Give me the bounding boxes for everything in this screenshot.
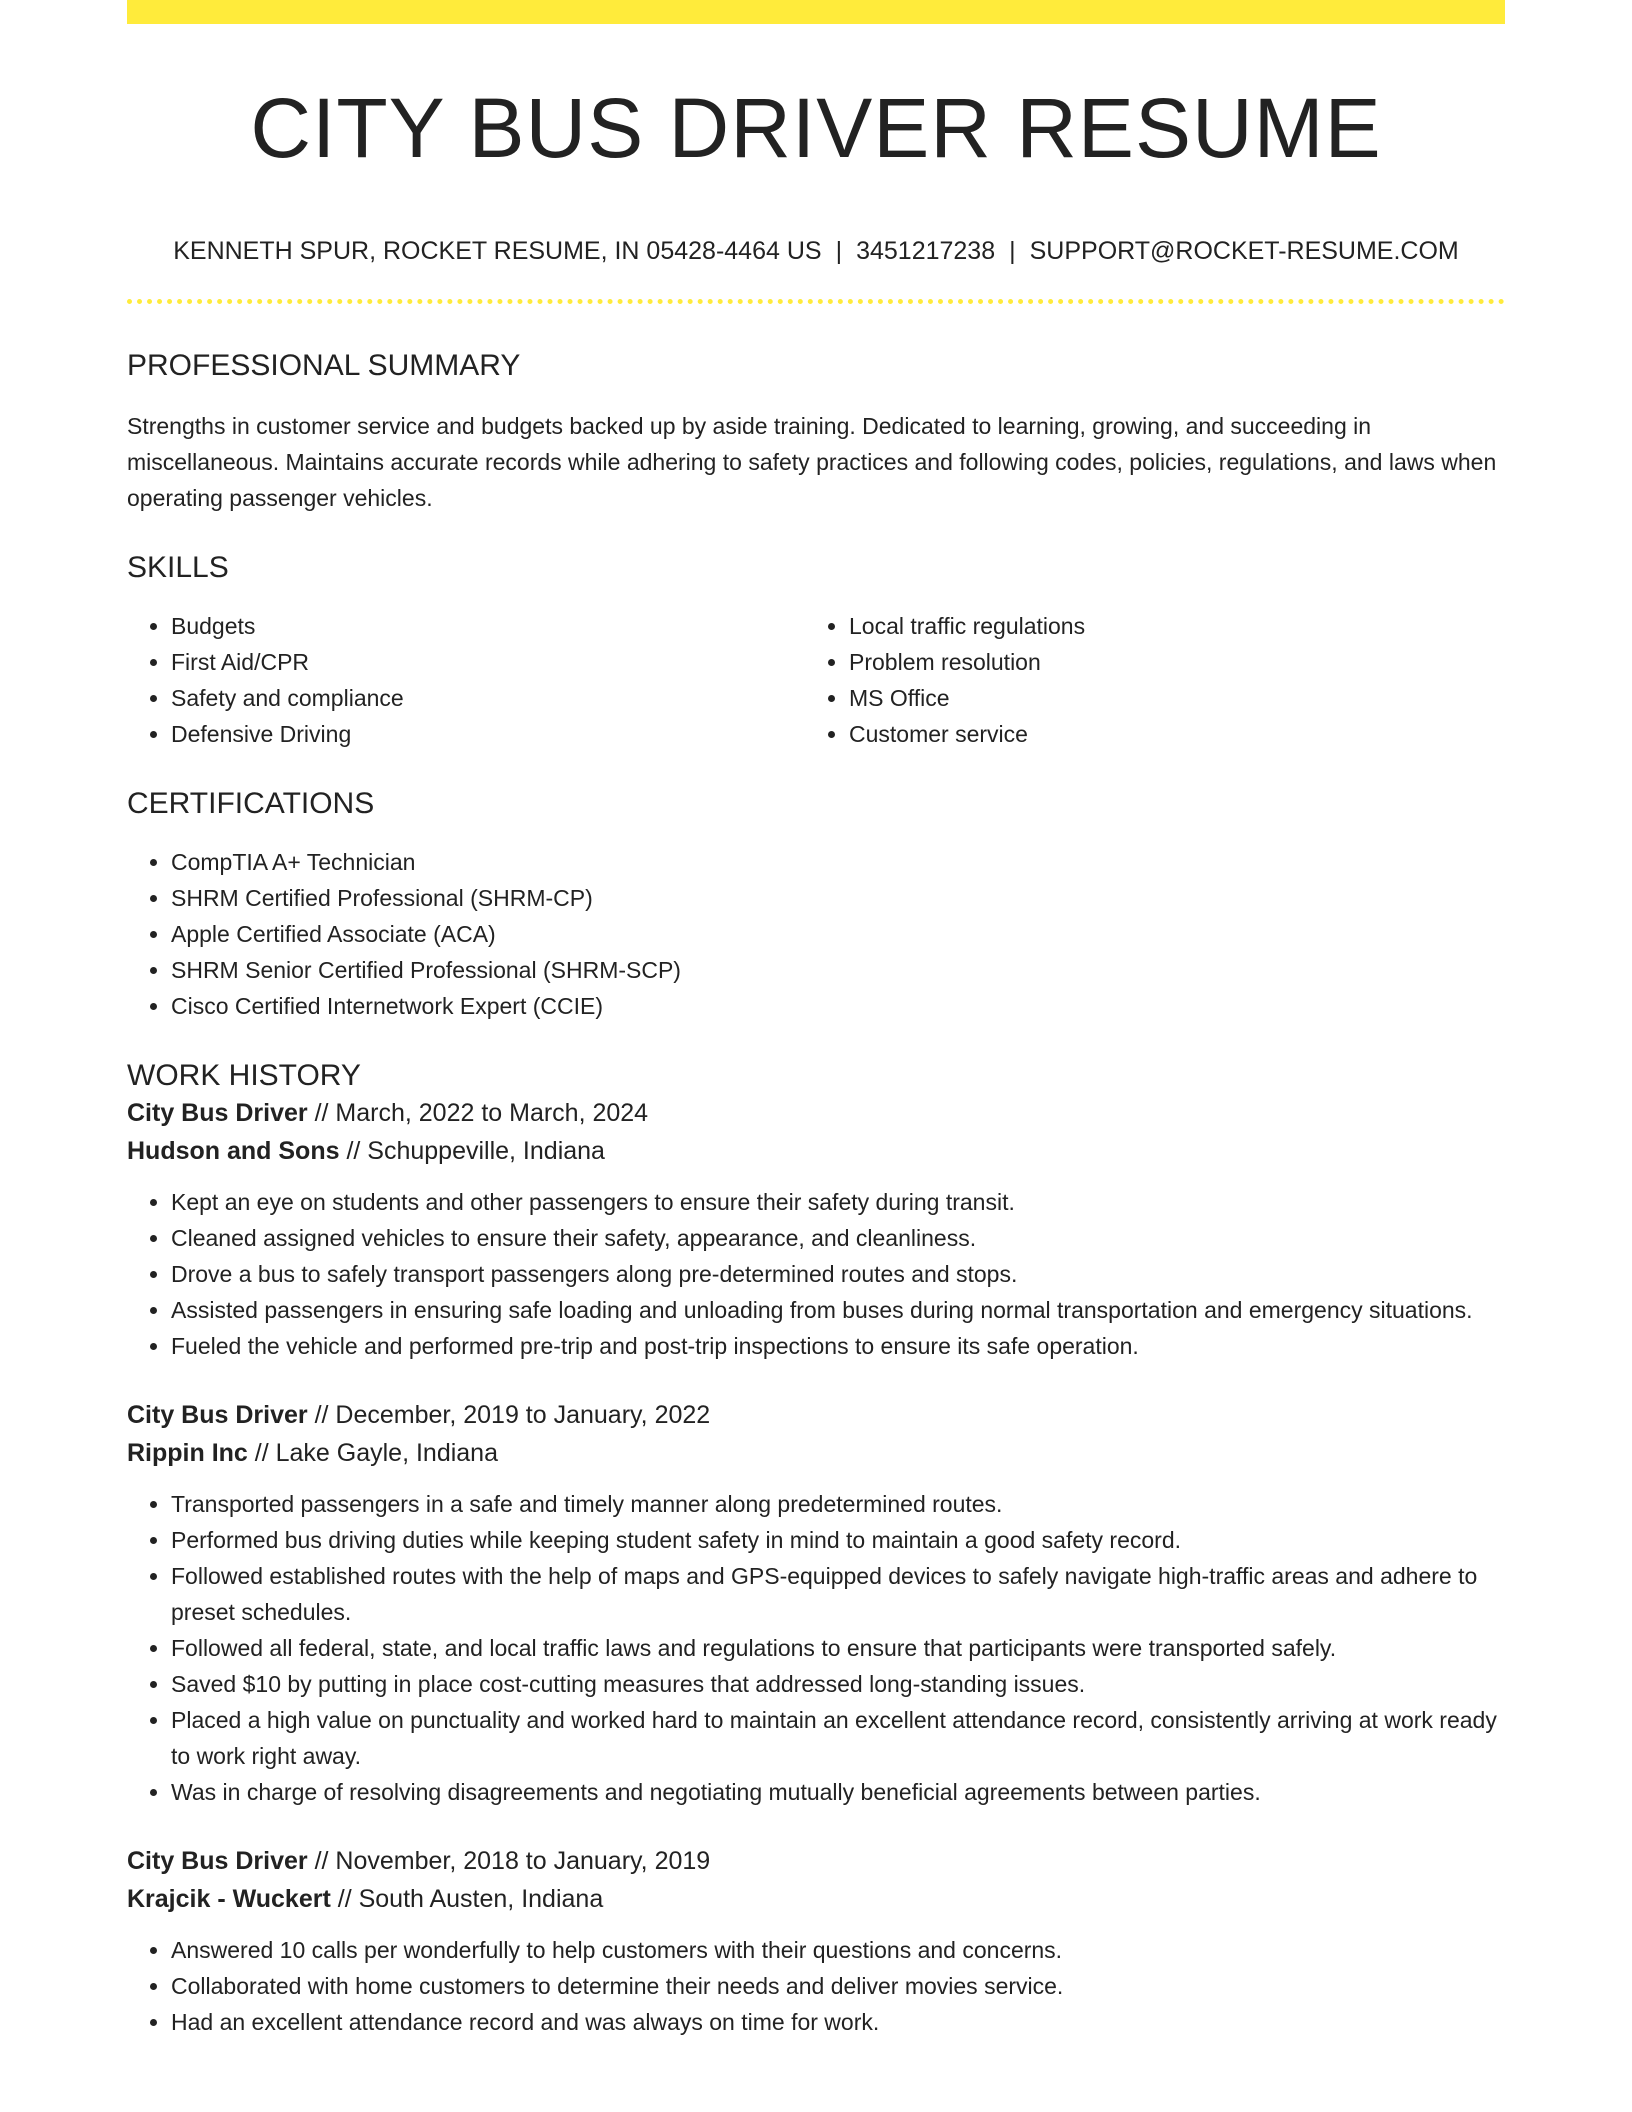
skill-item: • MS Office [849, 680, 1439, 716]
job-title: City Bus Driver [127, 1401, 308, 1429]
job-title-line [127, 1842, 1505, 1880]
job-title-line [127, 1396, 1505, 1434]
certification-item: • CompTIA A+ Technician [171, 844, 1505, 880]
skills-list-left [127, 608, 805, 752]
job-company-line [127, 1132, 1505, 1170]
job-title-line [127, 1094, 1505, 1132]
job-bullet: • Saved $10 by putting in place cost-cutting measures that addressed long-standing issues. [171, 1666, 1505, 1702]
certifications-section [127, 786, 1505, 1024]
skill-item: • First Aid/CPR [171, 644, 805, 680]
professional-summary-section [127, 348, 1505, 516]
job-bullet: • Followed all federal, state, and local traffic laws and regulations to ensure that participants were transported safely. [171, 1630, 1505, 1666]
section-heading-certifications: CERTIFICATIONS [127, 787, 375, 820]
job-bullet: • Was in charge of resolving disagreements and negotiating mutually beneficial agreements between parties. [171, 1774, 1505, 1810]
certification-item: • Apple Certified Associate (ACA) [171, 916, 1505, 952]
job-bullet: • Answered 10 calls per wonderfully to help customers with their questions and concerns. [171, 1932, 1505, 1968]
job-bullet: • Performed bus driving duties while keeping student safety in mind to maintain a good safety record. [171, 1522, 1505, 1558]
certification-item: • Cisco Certified Internetwork Expert (CCIE) [171, 988, 1505, 1024]
skill-item: • Defensive Driving [171, 716, 805, 752]
resume-title: CITY BUS DRIVER RESUME [250, 81, 1382, 175]
skills-list-right [805, 608, 1439, 752]
job-bullet: • Had an excellent attendance record and was always on time for work. [171, 2004, 1505, 2040]
dotted-divider [127, 299, 1505, 304]
job-location: // Lake Gayle, Indiana [247, 1439, 498, 1467]
job-bullets [127, 1486, 1505, 1810]
certifications-list [127, 844, 1505, 1024]
accent-top-bar [127, 0, 1505, 24]
contact-address: KENNETH SPUR, ROCKET RESUME, IN 05428-4464 US [173, 237, 822, 265]
skill-item: • Local traffic regulations [849, 608, 1439, 644]
job-location: // Schuppeville, Indiana [339, 1137, 605, 1165]
job-bullets [127, 1932, 1505, 2040]
skill-item: • Safety and compliance [171, 680, 805, 716]
job-title: City Bus Driver [127, 1847, 308, 1875]
skills-section [127, 550, 1505, 752]
job-bullet: • Assisted passengers in ensuring safe loading and unloading from buses during normal transportation and emergency situations. [171, 1292, 1505, 1328]
job-title: City Bus Driver [127, 1099, 308, 1127]
section-heading-summary: PROFESSIONAL SUMMARY [127, 349, 521, 382]
job-bullets [127, 1184, 1505, 1364]
summary-text: Strengths in customer service and budgets backed up by aside training. Dedicated to learning, growing, and succeeding in miscellaneous. Maintains accurate records while adhering to safety practices and following codes, policies, regulations, and laws when operating passenger vehicles. [127, 413, 1497, 511]
job-dates: // December, 2019 to January, 2022 [307, 1401, 711, 1429]
contact-separator: | [835, 237, 843, 265]
certification-item: • SHRM Certified Professional (SHRM-CP) [171, 880, 1505, 916]
contact-email: SUPPORT@ROCKET-RESUME.COM [1029, 237, 1459, 265]
section-heading-work-history: WORK HISTORY [127, 1059, 361, 1092]
job-bullet: • Cleaned assigned vehicles to ensure their safety, appearance, and cleanliness. [171, 1220, 1505, 1256]
skill-item: • Problem resolution [849, 644, 1439, 680]
job-company-line [127, 1434, 1505, 1472]
job-company: Hudson and Sons [127, 1137, 340, 1165]
section-heading-skills: SKILLS [127, 551, 229, 584]
skill-item: • Budgets [171, 608, 805, 644]
skills-grid [127, 608, 1505, 752]
job-dates: // March, 2022 to March, 2024 [307, 1099, 649, 1127]
job-bullet: • Transported passengers in a safe and timely manner along predetermined routes. [171, 1486, 1505, 1522]
job-entry [127, 1094, 1505, 1364]
skill-item: • Customer service [849, 716, 1439, 752]
job-bullet: • Kept an eye on students and other passengers to ensure their safety during transit. [171, 1184, 1505, 1220]
job-entry [127, 1396, 1505, 1810]
resume-page [127, 0, 1505, 2040]
job-company-line [127, 1880, 1505, 1918]
certification-item: • SHRM Senior Certified Professional (SHRM-SCP) [171, 952, 1505, 988]
job-bullet: • Collaborated with home customers to determine their needs and deliver movies service. [171, 1968, 1505, 2004]
job-bullet: • Drove a bus to safely transport passengers along pre-determined routes and stops. [171, 1256, 1505, 1292]
contact-line [127, 236, 1505, 266]
contact-separator: | [1009, 237, 1016, 265]
contact-phone: 3451217238 [856, 237, 996, 265]
job-dates: // November, 2018 to January, 2019 [307, 1847, 711, 1875]
job-entry [127, 1842, 1505, 2040]
job-company: Krajcik - Wuckert [127, 1885, 331, 1913]
job-bullet: • Placed a high value on punctuality and worked hard to maintain an excellent attendance record, consistently arriving at work ready to work right away. [171, 1702, 1505, 1774]
job-bullet: • Fueled the vehicle and performed pre-trip and post-trip inspections to ensure its safe operation. [171, 1328, 1505, 1364]
work-history-section [127, 1058, 1505, 2040]
job-company: Rippin Inc [127, 1439, 248, 1467]
job-bullet: • Followed established routes with the help of maps and GPS-equipped devices to safely navigate high-traffic areas and adhere to preset schedules. [171, 1558, 1505, 1630]
job-location: // South Austen, Indiana [330, 1885, 604, 1913]
